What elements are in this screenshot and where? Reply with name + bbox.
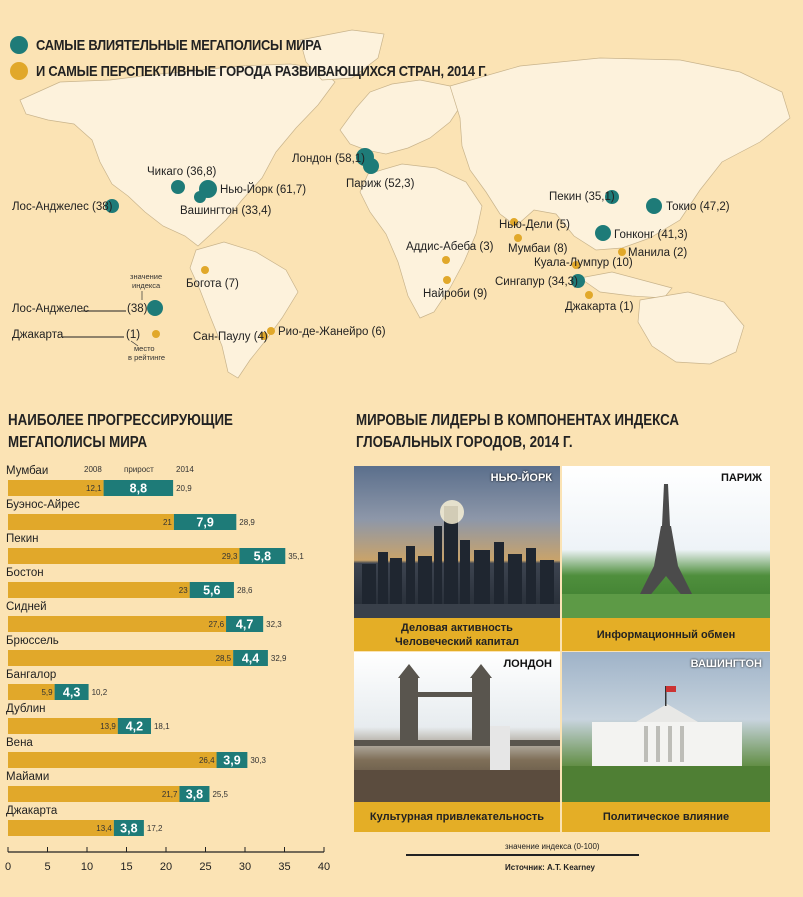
bar-growth-value: 3,8 [185,787,204,802]
bar-city-label: Сидней [6,601,47,613]
photo-london [354,652,560,802]
marker-bogota[interactable] [201,266,209,274]
tower-bridge [354,652,560,802]
growth-bar-chart [0,460,340,885]
australia-shape [638,292,744,364]
legend-influential-label: САМЫЕ ВЛИЯТЕЛЬНЫЕ МЕГАПОЛИСЫ МИРА [36,36,322,54]
label-washington: Вашингтон (33,4) [180,205,272,217]
photo-washington [562,652,770,802]
marker-washington[interactable] [194,191,206,203]
bar-2008 [8,582,190,598]
photo-london-tag: ЛОНДОН [503,658,552,670]
bar-2014-value: 18,1 [153,722,170,731]
bar-2014-value: 17,2 [146,824,163,833]
photo-new-york [354,466,560,618]
col-header-growth: прирост [124,465,154,474]
key-example-promising: Джакарта [12,329,64,341]
bar-growth-value: 5,8 [253,549,272,564]
leaders-title-line2: ГЛОБАЛЬНЫХ ГОРОДОВ, 2014 Г. [356,434,573,451]
col-header-2014: 2014 [176,465,194,474]
marker-chicago[interactable] [171,180,185,194]
bar-2008-value: 27,6 [208,620,225,629]
photo-washington-tag: ВАШИНГТОН [690,658,762,670]
caption-washington [562,802,770,832]
x-axis-tick-label: 30 [238,861,252,873]
col-header-2008: 2008 [84,465,102,474]
label-rio: Рио-де-Жанейро (6) [278,326,386,338]
label-mumbai: Мумбаи (8) [508,243,568,255]
bar-2014-value: 20,9 [176,484,192,493]
scale-line [406,854,639,856]
caption-london [354,802,560,832]
label-tokyo: Токио (47,2) [666,201,730,213]
leaders-title [356,410,679,454]
label-hong-kong: Гонконг (41,3) [614,229,688,241]
bar-city-label: Бангалор [6,669,57,681]
legend-influential-dot [10,36,28,54]
bar-city-label: Майами [6,771,50,783]
bar-growth-value: 5,6 [203,583,221,598]
bar-city-label: Вена [6,737,33,749]
bar-2014-value: 28,6 [236,586,253,595]
x-axis-tick-label: 10 [80,861,94,873]
label-singapore: Сингапур (34,3) [495,276,578,288]
bar-2014-value: 25,5 [212,790,229,799]
bar-2008 [8,752,217,768]
label-manila: Манила (2) [628,247,688,259]
bar-2014-value: 30,3 [250,756,266,765]
bar-growth-value: 4,3 [62,685,81,700]
bar-city-label: Бостон [6,567,44,579]
south-america-shape [190,242,298,378]
bar-growth-value: 4,4 [241,651,260,666]
label-nairobi: Найроби (9) [423,288,488,300]
marker-paris[interactable] [363,158,379,174]
caption-washington-line1: Политическое влияние [602,811,730,823]
bar-chart-title-line1: НАИБОЛЕЕ ПРОГРЕССИРУЮЩИЕ [8,412,233,429]
bar-2008 [8,514,174,530]
bar-2008 [8,786,179,802]
bar-2008-value: 26,4 [198,756,215,765]
photo-paris-tag: ПАРИЖ [720,472,762,484]
bar-chart-title-line2: МЕГАПОЛИСЫ МИРА [8,434,148,451]
photo-new-york-tag: НЬЮ-ЙОРК [490,472,552,484]
bar-growth-value: 3,9 [223,753,241,768]
bar-2014-value: 35,1 [288,552,304,561]
bar-2008-value: 21,7 [161,790,178,799]
label-addis-ababa: Аддис-Абеба (3) [406,241,494,253]
marker-manila[interactable] [618,248,626,256]
key-rank-label-1: место [134,344,155,353]
label-new-delhi: Нью-Дели (5) [499,219,570,231]
label-jakarta: Джакарта (1) [565,301,634,313]
caption-new-york-line2: Человеческий капитал [395,635,519,648]
caption-paris [562,618,770,651]
label-chicago: Чикаго (36,8) [147,166,217,178]
x-axis-tick-label: 15 [120,861,133,873]
x-axis-tick-label: 35 [278,861,291,873]
bar-2014-value: 28,9 [239,518,255,527]
marker-nairobi[interactable] [443,276,451,284]
bar-growth-value: 8,8 [129,481,148,496]
source-note: Источник: A.T. Kearney [505,863,596,872]
key-example-promising-value: (1) [126,329,141,341]
bar-growth-value: 3,8 [120,821,138,836]
white-house [562,652,770,802]
marker-mumbai[interactable] [514,234,522,242]
legend-promising-label: И САМЫЕ ПЕРСПЕКТИВНЫЕ ГОРОДА РАЗВИВАЮЩИХСЯ СТРАН, 2014 Г. [36,62,487,80]
bar-2014-value: 32,9 [270,654,287,663]
bar-2014-value: 10,2 [91,688,108,697]
marker-addis-ababa[interactable] [442,256,450,264]
north-america-shape [20,64,335,246]
label-bogota: Богота (7) [186,278,239,290]
x-axis-tick-label: 25 [199,861,212,873]
indonesia-shape [580,272,672,298]
label-paris: Париж (52,3) [346,178,415,190]
caption-new-york [354,618,560,651]
photo-paris [562,466,770,618]
bar-2008 [8,616,226,632]
caption-new-york-line1: Деловая активность [401,621,513,634]
bar-growth-value: 4,2 [125,719,144,734]
marker-example-influential [147,300,163,316]
x-axis-tick-label: 0 [4,861,12,873]
caption-london-line1: Культурная привлекательность [369,811,545,823]
bar-2008 [8,650,233,666]
bar-city-label: Дублин [6,703,46,715]
marker-rio[interactable] [267,327,275,335]
scale-note: значение индекса (0-100) [505,842,600,851]
bar-2008-value: 12,1 [86,484,102,493]
leaders-title-line1: МИРОВЫЕ ЛИДЕРЫ В КОМПОНЕНТАХ ИНДЕКСА [356,412,680,429]
caption-paris-line1: Информационный обмен [596,628,736,641]
bar-growth-value: 4,7 [235,617,254,632]
bar-2008-value: 23 [178,586,188,595]
label-london: Лондон (58,1) [292,153,365,165]
label-beijing: Пекин (35,1) [549,191,615,203]
key-index-label-2: индекса [132,281,161,290]
legend-promising-dot [10,62,28,80]
map-key [12,272,165,362]
bar-city-label: Брюссель [6,635,59,647]
key-example-influential-value: (38) [127,303,148,315]
key-example-influential: Лос-Анджелес [12,303,89,315]
bar-growth-value: 7,9 [196,515,214,530]
label-sao-paulo: Сан-Паулу (4) [193,331,268,343]
bar-2008-value: 29,3 [221,552,238,561]
bar-2008-value: 13,9 [100,722,116,731]
bar-2008-value: 13,4 [96,824,112,833]
new-york-skyline [354,466,560,618]
x-axis-tick-label: 20 [159,861,173,873]
bar-city-label: Пекин [6,533,39,545]
marker-hong-kong[interactable] [595,225,611,241]
label-kuala-lumpur: Куала-Лумпур (10) [534,257,633,269]
bar-chart-title [8,410,233,454]
x-axis-tick-label: 5 [44,861,51,873]
bar-2008-value: 21 [162,518,172,527]
marker-jakarta[interactable] [585,291,593,299]
bar-2014-value: 32,3 [266,620,282,629]
key-rank-label-2: в рейтинге [128,353,166,362]
bar-2008 [8,548,239,564]
map-legend [10,32,560,84]
marker-tokyo[interactable] [646,198,662,214]
bar-city-label: Джакарта [6,805,58,817]
bar-city-label: Мумбаи [6,465,49,477]
eiffel-tower [562,466,770,618]
bar-city-label: Буэнос-Айрес [6,499,80,511]
key-index-label-1: значение [130,272,163,281]
bar-2008-value: 28,5 [215,654,232,663]
europe-shape [340,80,462,154]
x-axis-tick-label: 40 [317,861,331,873]
label-los-angeles: Лос-Анджелес (38) [12,201,113,213]
marker-example-promising [152,330,160,338]
label-new-york: Нью-Йорк (61,7) [220,184,307,196]
bar-2008-value: 5,9 [41,688,53,697]
